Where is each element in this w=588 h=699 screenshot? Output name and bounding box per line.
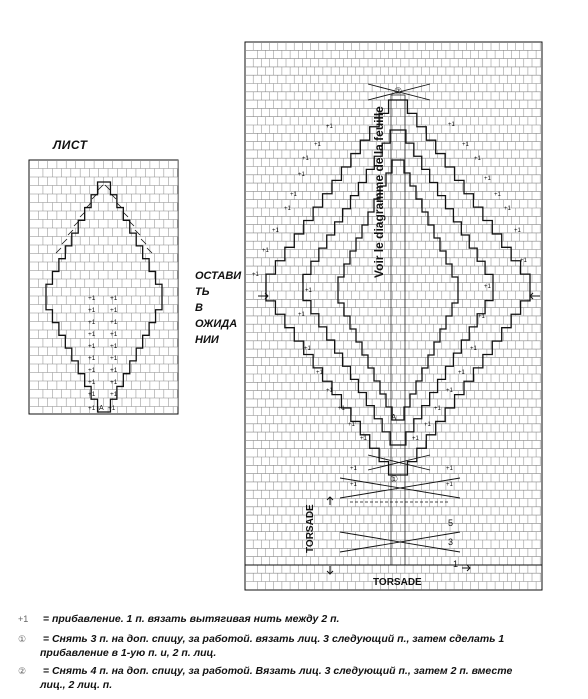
hold-note-line: ОСТАВИ (195, 270, 242, 282)
chart-symbol: +1 (88, 355, 96, 362)
arrow-left (530, 293, 540, 299)
torsade-horizontal-label: TORSADE (373, 577, 422, 588)
chart-symbol: +1 (272, 228, 279, 234)
chart-symbol: A (391, 413, 397, 422)
arrow-right-small (462, 565, 470, 571)
leaf-decrease-mark (147, 248, 152, 253)
chart-symbol: +1 (446, 482, 453, 488)
chart-symbol: +1 (434, 406, 441, 412)
chart-symbol: +1 (108, 405, 116, 412)
row-number: 1 (453, 559, 459, 569)
legend-item-cable-1 (18, 632, 578, 646)
see-leaf-diagram-label: Voir le diagramme de la feuille (372, 106, 386, 278)
chart-symbol: +1 (88, 331, 96, 338)
chart-symbol: ② (394, 86, 403, 96)
main-panel-marks (252, 84, 540, 574)
chart-symbol: +1 (350, 466, 357, 472)
torsade-vertical-label: TORSADE (305, 504, 316, 553)
chart-symbol: +1 (110, 355, 118, 362)
circle-two-symbol: ② (18, 666, 27, 676)
row-number: 3 (448, 537, 454, 547)
chart-symbol: +1 (298, 312, 305, 318)
chart-symbol: +1 (314, 142, 321, 148)
main-panel-grid (245, 42, 542, 590)
chart-symbol: +1 (316, 370, 323, 376)
chart-symbol: +1 (302, 156, 309, 162)
chart-symbol: +1 (338, 406, 345, 412)
legend-text: = Снять 3 п. на доп. спицу, за работой. вязать лиц. 3 следующий п., затем сделать 1 (42, 633, 505, 645)
hold-note-line: НИИ (195, 334, 219, 346)
small-leaf-marks (46, 182, 162, 412)
chart-symbol: +1 (110, 307, 118, 314)
row-number: 5 (448, 518, 454, 528)
legend-text: прибавление в 1-ую п. и, 2 п. лиц. (40, 647, 217, 659)
hold-note-line: В (195, 302, 203, 314)
chart-symbol: +1 (350, 482, 357, 488)
chart-symbol: +1 (110, 331, 118, 338)
chart-symbol: +1 (484, 176, 491, 182)
chart-symbol: +1 (504, 206, 511, 212)
chart-symbol: +1 (88, 391, 96, 398)
legend-text: = Снять 4 п. на доп. спицу, за работой. Вязать лиц. 3 следующий п., затем 2 п. вместе (42, 665, 513, 677)
legend-item-cable-1-cont (40, 646, 588, 660)
chart-symbol: +1 (284, 206, 291, 212)
chart-symbol: +1 (110, 391, 118, 398)
legend-item-increase (18, 612, 578, 626)
chart-symbol: +1 (360, 436, 367, 442)
chart-symbol: +1 (88, 405, 96, 412)
chart-symbol: +1 (348, 422, 355, 428)
chart-symbol: +1 (110, 319, 118, 326)
leaf-chart-title: ЛИСТ (53, 138, 88, 152)
chart-symbol: +1 (446, 388, 453, 394)
chart-symbol: +1 (88, 343, 96, 350)
plus-one-symbol: +1 (18, 614, 29, 624)
chart-symbol: +1 (448, 122, 455, 128)
hold-note-line: ТЬ (195, 286, 210, 298)
chart-symbol: A (99, 405, 104, 412)
chart-symbol: +1 (305, 288, 312, 294)
chart-symbol: +1 (494, 192, 501, 198)
chart-symbol: +1 (252, 272, 259, 278)
chart-symbol: +1 (110, 379, 118, 386)
hold-note-line: ОЖИДА (195, 318, 238, 330)
chart-symbol: ① (390, 474, 399, 484)
chart-symbol: +1 (478, 314, 485, 320)
chart-symbol: +1 (298, 172, 305, 178)
chart-symbol: +1 (88, 367, 96, 374)
legend-text: = прибавление. 1 п. вязать вытягивая нить между 2 п. (42, 613, 340, 625)
chart-symbol: +1 (88, 379, 96, 386)
leaf-decrease-mark (62, 239, 67, 244)
chart-symbol: +1 (110, 343, 118, 350)
center-column (391, 95, 405, 565)
inner-diamond (338, 160, 458, 420)
cable-cross (340, 478, 460, 498)
chart-symbol: +1 (514, 228, 521, 234)
chart-symbol: +1 (262, 248, 269, 254)
chart-symbol: +1 (88, 319, 96, 326)
legend-item-cable-2 (18, 664, 578, 678)
circle-one-symbol: ① (18, 634, 27, 644)
arrow-down (327, 566, 333, 574)
chart-symbol: +1 (88, 295, 96, 302)
chart-symbol: +1 (110, 295, 118, 302)
chart-symbol: +1 (326, 124, 333, 130)
chart-symbol: +1 (424, 422, 431, 428)
middle-diamond (303, 130, 493, 445)
chart-symbol: +1 (520, 258, 527, 264)
chart-symbol: +1 (412, 436, 419, 442)
arrow-right (258, 293, 268, 299)
chart-symbol: +1 (88, 307, 96, 314)
legend-text: лиц., 2 лиц. п. (40, 679, 113, 691)
leaf-outline (46, 182, 162, 412)
chart-symbol: +1 (290, 192, 297, 198)
chart-symbol: +1 (110, 367, 118, 374)
chart-symbol: +1 (458, 370, 465, 376)
chart-symbol: +1 (462, 142, 469, 148)
chart-symbol: +1 (326, 388, 333, 394)
chart-symbol: +1 (484, 284, 491, 290)
chart-symbol: +1 (304, 346, 311, 352)
chart-symbol: +1 (474, 156, 481, 162)
hold-note (195, 268, 241, 348)
small-leaf-grid (29, 160, 178, 415)
chart-symbol: +1 (470, 346, 477, 352)
legend-item-cable-2-cont (40, 678, 588, 692)
chart-symbol: +1 (446, 466, 453, 472)
